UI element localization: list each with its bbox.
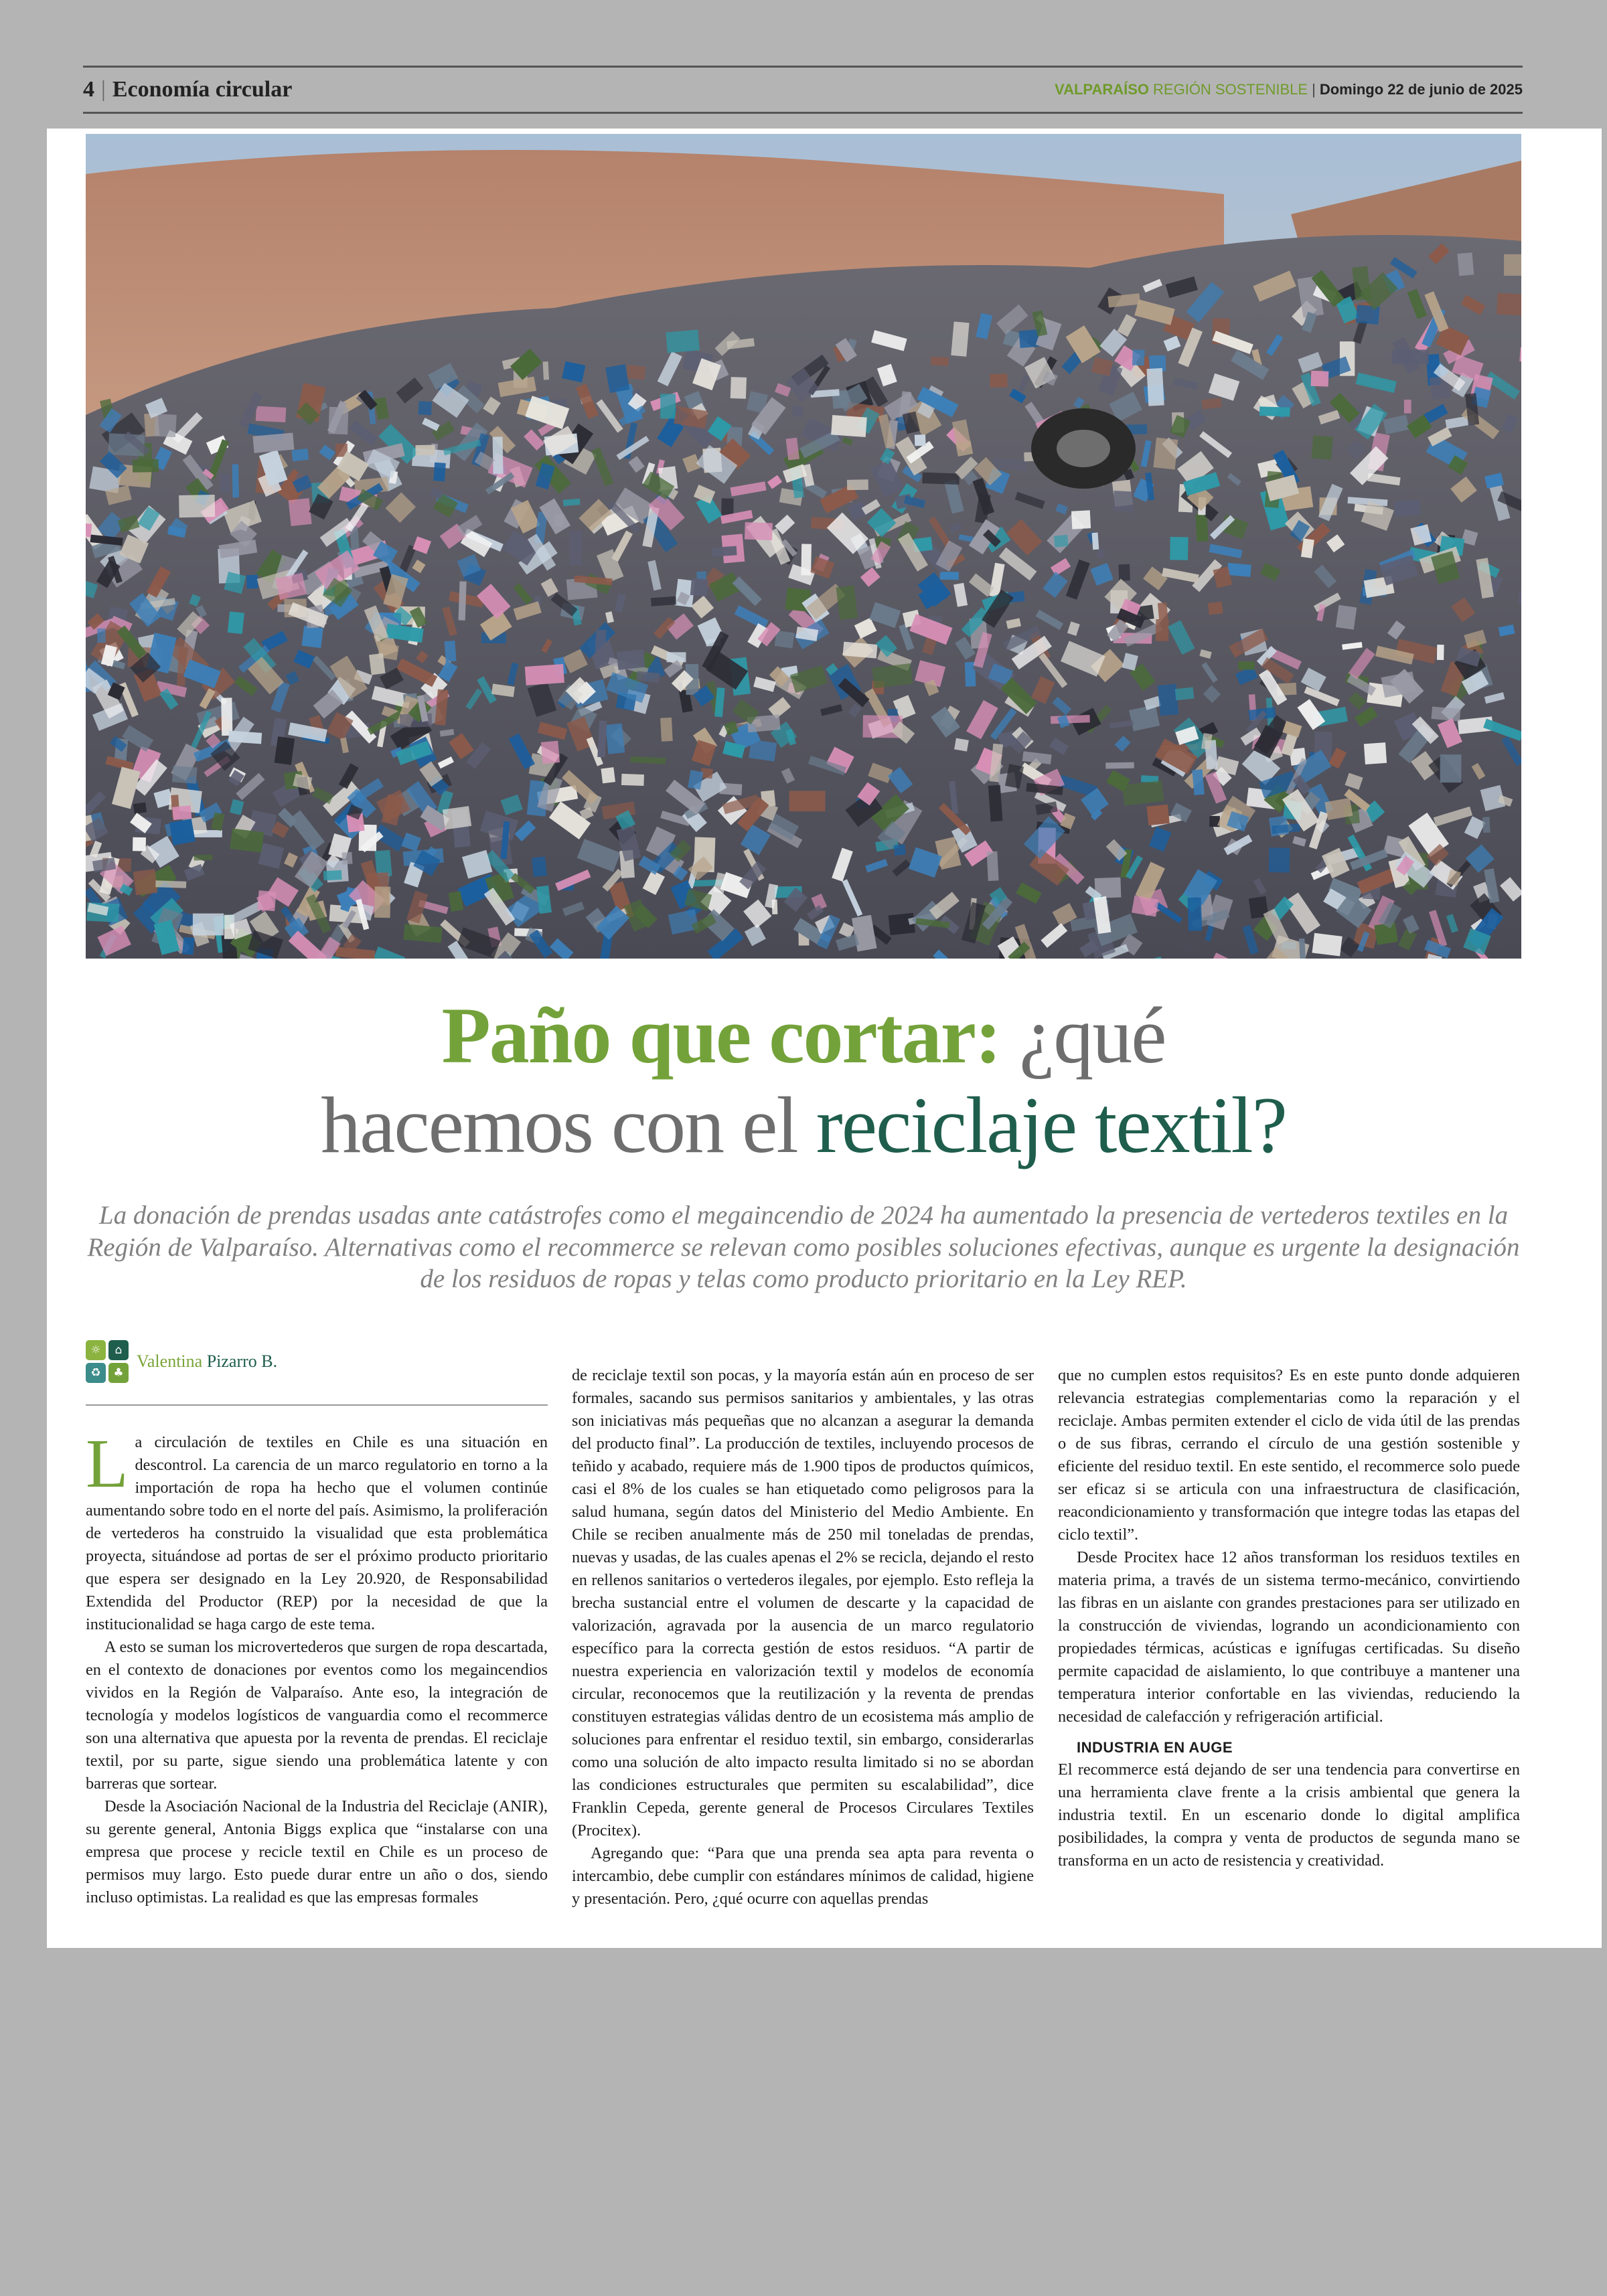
clothing-scrap (965, 662, 976, 687)
clothing-scrap (1482, 817, 1490, 833)
clothing-scrap (1227, 563, 1251, 577)
clothing-scrap (97, 629, 106, 643)
article-column-3 (1058, 1364, 1520, 1872)
clothing-scrap (1192, 769, 1205, 795)
clothing-scrap (1187, 898, 1202, 931)
clothing-scrap (831, 415, 867, 437)
byline-divider (86, 1404, 548, 1406)
region-logo (86, 1340, 129, 1383)
clothing-scrap (1312, 933, 1342, 957)
publication-info (1055, 81, 1523, 98)
clothing-scrap (252, 432, 294, 453)
separator: | (1312, 81, 1316, 98)
clothing-scrap (988, 785, 1003, 822)
clothing-scrap (493, 436, 504, 474)
clothing-scrap (433, 463, 446, 481)
clothing-scrap (221, 698, 232, 736)
clothing-scrap (418, 401, 432, 415)
paragraph (86, 1425, 548, 1636)
clothing-scrap (1311, 371, 1329, 387)
clothing-scrap (651, 596, 676, 606)
clothing-scrap (791, 406, 804, 418)
clothing-scrap (133, 803, 147, 814)
subheading: INDUSTRIA EN AUGE (1077, 1739, 1233, 1756)
running-header (83, 66, 1523, 114)
clothing-scrap (341, 852, 352, 865)
clothing-scrap (1311, 435, 1333, 460)
clothing-scrap (749, 740, 777, 762)
clothing-scrap (1440, 754, 1462, 783)
clothing-scrap (1156, 619, 1169, 641)
clothing-scrap (801, 544, 812, 576)
clothing-scrap (133, 837, 146, 851)
clothing-scrap (525, 664, 564, 685)
clothing-scrap (169, 819, 196, 845)
clothing-scrap (660, 394, 676, 418)
clothing-scrap (1208, 602, 1223, 615)
clothing-scrap (712, 546, 737, 557)
clothing-scrap (323, 870, 342, 880)
paragraph: que no cumplen estos requisitos? Es en este punto donde adquieren relevancia estrategias complementarias como la reparación y el reciclaje. Ambas permiten extender el ciclo de vida útil de las prendas o de sus fibras, cerrando el círculo de una gestión sostenible y eficiente del residuo textil. En este sentido, el recommerce solo puede ser eficaz si se articula con una infraestructura de clasificación, reacondicionamiento y transformación que integre todas las etapas del ciclo textil”. (1058, 1366, 1520, 1544)
clothing-scrap (230, 829, 264, 853)
paragraph-text: a circulación de textiles en Chile es una situación en descontrol. La carencia de un marco regulatorio en torno a la importación de ropa ha hecho que el volumen continúe aumentando sobre todo en el norte del país. Asimismo, la proliferación de vertederos ha construido la visualidad que esta problemática proyecta, situándose ad portas de ser el próximo producto prioritario que espera ser designado en la Ley 20.920, de Responsabilidad Extendida del Productor (REP) por la necesidad de que la institucionalidad se haga cargo de este tema. (86, 1433, 548, 1634)
clothing-scrap (172, 805, 192, 820)
clothing-scrap (922, 473, 960, 485)
clothing-scrap (1054, 535, 1069, 548)
clothing-scrap (532, 857, 547, 878)
clothing-scrap (1071, 510, 1091, 529)
clothing-scrap (369, 653, 385, 675)
clothing-scrap (1336, 605, 1357, 630)
paragraph: de reciclaje textil son pocas, y la mayoría están aún en proceso de ser formales, sacando sus permisos sanitarios y ambientales, y las otras son iniciativas más pequeñas que no alcanzan a asegurar la demanda del producto final”. La producción de textiles, incluyendo procesos de teñido y acabado, requiere más de 1.900 tipos de productos químicos, casi el 8% de los cuales se han etiquetado como peligrosos para la salud humana, según datos del Ministerio del Medio Ambiente. En Chile se reciben anualmente más de 250 mil toneladas de prendas, nuevas y usadas, de las cuales apenas el 2% se recicla, dejando el resto en rellenos sanitarios o vertederos ilegales, por ejemplo. Esto refleja la brecha sustancial entre el volumen de descarte y la capacidad de valorización, agravada por la ausencia de un marco regulatorio específico para la correcta gestión de estos residuos. “A partir de nuestra experiencia en valorización textil y modelos de economía circular, reconocemos que la reutilización y la reventa de prendas constituyen estrategias válidas dentro de un ecosistema más amplio de soluciones para enfrentar el residuo textil, sin embargo, considerarlas como una solución de alto impacto resulta limitado si no se abordan las condiciones estructurales que permiten su escalabilidad”, dice Franklin Cepeda, gerente general de Procesos Circulares Textiles (Procitex). (572, 1366, 1034, 1840)
clothing-scrap (443, 806, 471, 829)
clothing-scrap (1259, 406, 1290, 416)
clothing-scrap (415, 445, 435, 456)
deck-summary: La donación de prendas usadas ante catástrofes como el megaincendio de 2024 ha aumentado la presencia de vertederos textiles en la Región de Valparaíso. Alternativas como el recommerce se relevan como posibles soluciones efectivas, aunque es urgente la designación de los residuos de ropas y telas como producto prioritario en la Ley REP. (87, 1201, 1520, 1294)
clothing-scrap (1504, 254, 1521, 276)
clothing-scrap (1175, 687, 1195, 701)
textile-landfill-photo (86, 134, 1521, 959)
recycle-icon: ♻ (86, 1363, 106, 1383)
clothing-scrap (954, 738, 969, 752)
clothing-scrap (595, 630, 607, 666)
clothing-scrap (1170, 537, 1188, 560)
clothing-scrap (621, 774, 644, 786)
section-label (83, 77, 292, 102)
clothing-scrap (1158, 684, 1179, 716)
clothing-scrap (1132, 349, 1145, 365)
clothing-scrap (666, 329, 700, 353)
paragraph: El recommerce está dejando de ser una tendencia para convertirse en una herramienta clave frente a la crisis ambiental que genera la industria textil. En un escenario donde lo digital amplifica posibilidades, la compra y venta de productos de segunda mano se transforma en un acto de resistencia y creatividad. (1058, 1760, 1520, 1870)
clothing-scrap (182, 937, 194, 955)
article-column-2 (572, 1364, 1034, 1910)
author (137, 1351, 277, 1372)
separator: | (101, 77, 106, 102)
clothing-scrap (1269, 847, 1290, 872)
clothing-scrap (220, 473, 230, 492)
clothing-scrap (745, 522, 773, 540)
author-first-name: Valentina (137, 1351, 203, 1371)
clothing-scrap (228, 731, 262, 744)
article-column-1 (86, 1425, 548, 1909)
clothing-scrap (329, 407, 349, 434)
clothing-scrap (194, 854, 212, 860)
clothing-scrap (374, 886, 390, 918)
byline (86, 1340, 277, 1383)
paragraph: Agregando que: “Para que una prenda sea apta para reventa o intercambio, debe cumplir con estándares mínimos de calidad, higiene y presentación. Pero, ¿qué ocurre con aquellas prendas (572, 1844, 1034, 1908)
clothing-scrap (617, 649, 645, 670)
clothing-scrap (789, 791, 826, 811)
clothing-scrap (133, 459, 159, 473)
drop-cap: L (86, 1425, 129, 1502)
clothing-scrap (541, 741, 560, 764)
clothing-scrap (133, 869, 158, 895)
clothing-scrap (690, 578, 708, 597)
clothing-scrap (626, 365, 645, 380)
clothing-scrap (302, 626, 323, 648)
clothing-scrap (1051, 715, 1090, 724)
clothing-scrap (990, 374, 1008, 388)
clothing-scrap (1457, 252, 1474, 276)
clothing-scrap (155, 880, 186, 888)
clothing-scrap (403, 924, 442, 942)
clothing-scrap (1113, 491, 1134, 512)
section-title: Economía circular (112, 77, 293, 102)
page-number: 4 (83, 77, 94, 102)
clothing-scrap (1394, 500, 1420, 516)
headline (94, 991, 1513, 1171)
clothing-scrap (458, 581, 466, 621)
clothing-scrap (660, 718, 673, 742)
clothing-scrap (289, 498, 312, 526)
clothing-scrap (955, 440, 973, 457)
clothing-scrap (951, 321, 969, 356)
clothing-scrap (445, 641, 457, 662)
clothing-scrap (842, 642, 877, 659)
headline-part4: reciclaje textil? (816, 1080, 1286, 1170)
clothing-scrap (179, 495, 215, 517)
brand-name: VALPARAÍSO (1055, 81, 1150, 98)
clothing-scrap (1437, 645, 1444, 660)
clothing-scrap (256, 406, 287, 422)
clothing-scrap (569, 531, 582, 565)
clothing-scrap (1497, 293, 1521, 317)
clothing-scrap (154, 414, 177, 437)
clothing-scrap (847, 479, 868, 490)
paragraph: A esto se suman los microvertederos que surgen de ropa descartada, en el contexto de donaciones por eventos como los megaincendios vividos en la Región de Valparaíso. Ante eso, la integración de tecnología y modelos logísticos de vanguardia como el recommerce son una alternativa que apuesta por la reventa de prendas. El reciclaje textil, por su parte, sigue siendo una problemática latente y con barreras que sortear. (86, 1638, 548, 1793)
headline-part2: ¿qué (1000, 991, 1166, 1080)
author-last-name: Pizarro B. (202, 1351, 278, 1371)
clothing-scrap (1153, 438, 1178, 470)
issue-date: Domingo 22 de junio de 2025 (1319, 81, 1523, 98)
brand-subtitle: REGIÓN SOSTENIBLE (1153, 81, 1308, 98)
clothing-scrap (1238, 661, 1254, 669)
clothing-scrap (232, 464, 239, 497)
clothing-scrap (1431, 707, 1460, 722)
clothing-scrap (246, 575, 258, 589)
clothing-scrap (894, 844, 906, 855)
paragraph: Desde Procitex hace 12 años transforman los residuos textiles en materia prima, a través de un sistema termo-mecánico, convirtiendo las fibras en un aislante con grandes prestaciones para ser utilizado en la construcción de viviendas, logrando un acondicionamiento con propiedades térmicas, acústicas e ignífugas certificadas. Su diseño permite capacidad de aislamiento, lo que contribuye a mantener una temperatura interior confortable en las viviendas, reduciendo la necesidad de calefacción y refrigeración artificial. (1058, 1548, 1520, 1726)
clothing-scrap (1118, 564, 1130, 581)
house-icon: ⌂ (108, 1340, 129, 1360)
clothing-scrap (228, 612, 244, 635)
headline-part3: hacemos con el (321, 1080, 816, 1170)
paragraph: Desde la Asociación Nacional de la Industria del Reciclaje (ANIR), su gerente general, Antonia Biggs explica que “instalarse con una empresa que procese y recicle textil en Chile es un proceso de permisos muy largo. Esto puede durar entre un año o dos, siendo incluso optimistas. La realidad es que las empresas formales (86, 1797, 548, 1907)
clothing-scrap (1404, 400, 1411, 413)
leaf-icon: ♣ (108, 1363, 129, 1383)
headline-part1: Paño que cortar: (441, 991, 1000, 1080)
clothing-scrap (1158, 602, 1168, 620)
clothing-scrap (605, 724, 625, 754)
clothing-scrap (543, 361, 550, 380)
clothing-scrap (172, 766, 198, 784)
clothing-scrap (601, 767, 615, 783)
clothing-scrap (1105, 762, 1134, 769)
tire (1031, 408, 1136, 489)
clothing-scrap (731, 377, 747, 399)
clothing-scrap (987, 851, 999, 881)
clothing-scrap (291, 448, 309, 461)
clothing-scrap (939, 572, 959, 580)
sun-icon: ☼ (86, 1340, 106, 1360)
clothing-scrap (257, 890, 276, 911)
clothing-scrap (1195, 513, 1208, 542)
clothing-scrap (931, 357, 949, 366)
clothing-scrap (1146, 368, 1164, 406)
clothing-scrap (1092, 533, 1099, 550)
clothing-scrap (1146, 805, 1169, 825)
clothing-scrap (1364, 742, 1387, 764)
clothing-scrap (915, 434, 926, 446)
clothing-scrap (193, 914, 224, 936)
